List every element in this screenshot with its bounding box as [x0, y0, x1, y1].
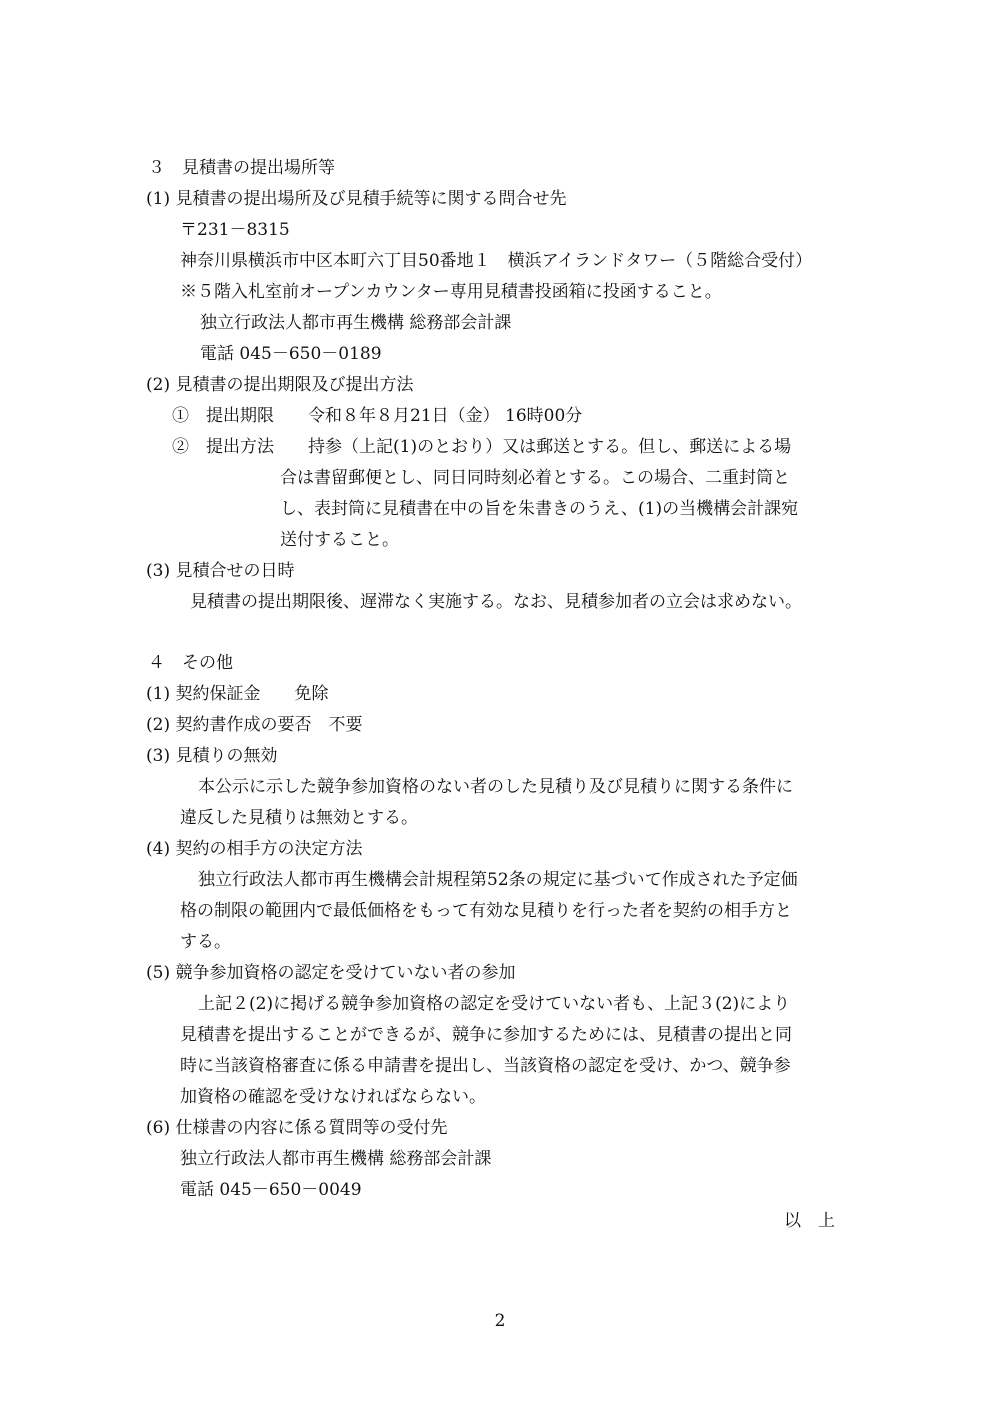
submission-method-line-2: 合は書留郵便とし、同日同時刻必着とする。この場合、二重封筒と [280, 468, 790, 488]
section-4-5-line-2: 見積書を提出することができるが、競争に参加するためには、見積書の提出と同 [180, 1025, 792, 1045]
submission-deadline: ① 提出期限 令和８年８月21日（金） 16時00分 [172, 406, 583, 426]
contact-phone: 電話 045－650－0189 [200, 344, 382, 364]
section-4-5-title: (5) 競争参加資格の認定を受けていない者の参加 [146, 963, 516, 983]
section-4-4-title: (4) 契約の相手方の決定方法 [146, 839, 363, 859]
contact-organization: 独立行政法人都市再生機構 総務部会計課 [200, 313, 512, 333]
section-4-5-line-3: 時に当該資格審査に係る申請書を提出し、当該資格の認定を受け、かつ、競争参 [180, 1056, 791, 1076]
section-4-5-line-4: 加資格の確認を受けなければならない。 [180, 1087, 486, 1107]
section-4-4-line-3: する。 [180, 932, 231, 952]
section-4-3-line-1: 本公示に示した競争参加資格のない者のした見積り及び見積りに関する条件に [198, 777, 793, 797]
section-3-2-title: (2) 見積書の提出期限及び提出方法 [146, 375, 414, 395]
closing-mark: 以 上 [784, 1211, 835, 1231]
postal-code: 〒231－8315 [180, 220, 290, 240]
section-3-3-title: (3) 見積合せの日時 [146, 561, 295, 581]
section-4-6-title: (6) 仕様書の内容に係る質問等の受付先 [146, 1118, 448, 1138]
section-3-1-title: (1) 見積書の提出場所及び見積手続等に関する問合せ先 [146, 189, 567, 209]
section-4-5-line-1: 上記２(2)に掲げる競争参加資格の認定を受けていない者も、上記３(2)により [198, 994, 791, 1014]
inquiry-organization: 独立行政法人都市再生機構 総務部会計課 [180, 1149, 492, 1169]
section-4-2: (2) 契約書作成の要否 不要 [146, 715, 363, 735]
submission-method-line-1: ② 提出方法 持参（上記(1)のとおり）又は郵送とする。但し、郵送による場 [172, 437, 792, 457]
section-4-3-line-2: 違反した見積りは無効とする。 [180, 808, 418, 828]
section-4-1: (1) 契約保証金 免除 [146, 684, 329, 704]
page-number: 2 [494, 1311, 506, 1331]
section-4-4-line-1: 独立行政法人都市再生機構会計規程第52条の規定に基づいて作成された予定価 [198, 870, 798, 890]
submission-method-line-3: し、表封筒に見積書在中の旨を朱書きのうえ、(1)の当機構会計課宛 [280, 499, 799, 519]
section-4-heading: ４ その他 [148, 653, 233, 673]
section-3-3-text: 見積書の提出期限後、遅滞なく実施する。なお、見積参加者の立会は求めない。 [190, 592, 802, 612]
section-3-heading: ３ 見積書の提出場所等 [148, 158, 335, 178]
section-4-4-line-2: 格の制限の範囲内で最低価格をもって有効な見積りを行った者を契約の相手方と [180, 901, 792, 921]
section-4-3-title: (3) 見積りの無効 [146, 746, 278, 766]
address: 神奈川県横浜市中区本町六丁目50番地１ 横浜アイランドタワー（５階総合受付） [180, 251, 813, 271]
submission-note: ※５階入札室前オープンカウンター専用見積書投函箱に投函すること。 [180, 282, 722, 302]
submission-method-line-4: 送付すること。 [280, 530, 399, 550]
inquiry-phone: 電話 045－650－0049 [180, 1180, 362, 1200]
